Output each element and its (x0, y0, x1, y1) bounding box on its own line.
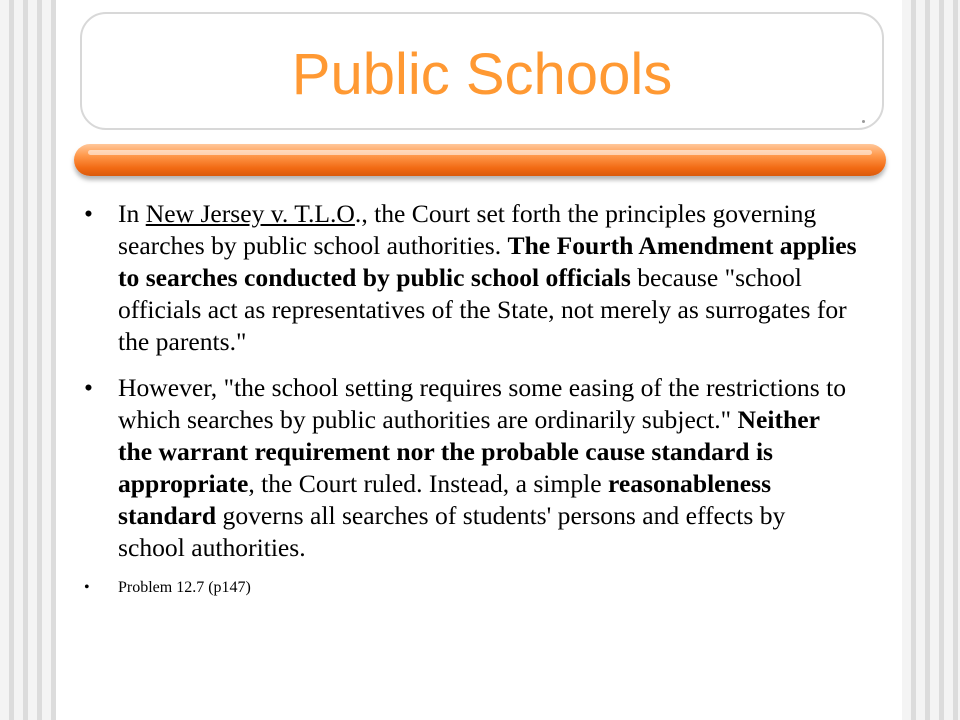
bullet-1-text (118, 199, 857, 356)
bullet-1-bold: The Fourth Amendment applies to searches conducted by public school officials (118, 231, 857, 292)
bullet-2-part-1: However, "the school setting requires some easing of the restrictions to which searches by public authorities are ordinarily subject." (118, 373, 846, 434)
problem-reference: Problem 12.7 (p147) (118, 579, 251, 596)
bullet-2-bold-2: reasonableness standard (118, 469, 772, 530)
slide-title: Public Schools (291, 42, 673, 107)
bullet-marker: • (84, 579, 90, 596)
bullet-2-part-3: governs all searches of students' persons and effects by school authorities. (118, 501, 786, 562)
decorative-dot (862, 120, 865, 123)
bullet-1-part-2: ., the Court set forth the principles governing searches by public school authorities. (118, 199, 817, 260)
slide-content (84, 198, 858, 612)
case-name: New Jersey v. T.L.O (145, 199, 355, 228)
bullet-2-part-2: , the Court ruled. Instead, a simple (248, 469, 608, 498)
bullet-item-3 (84, 578, 858, 598)
bullet-1-part-1: In (118, 199, 146, 228)
bullet-marker: • (84, 373, 93, 402)
bullet-1-part-3: because "school officials act as representatives of the State, not merely as surrogates for the parents." (118, 263, 847, 356)
right-stripe-decoration (902, 0, 960, 720)
left-stripe-decoration (0, 0, 56, 720)
bullet-2-bold-1: Neither the warrant requirement nor the probable cause standard is appropriate (118, 405, 820, 498)
bullet-item-2 (84, 372, 858, 564)
bullet-item-1 (84, 198, 858, 358)
bullet-2-text (118, 373, 846, 562)
title-underline-bar (74, 144, 886, 176)
bullet-marker: • (84, 199, 93, 228)
bar-highlight (88, 150, 872, 155)
